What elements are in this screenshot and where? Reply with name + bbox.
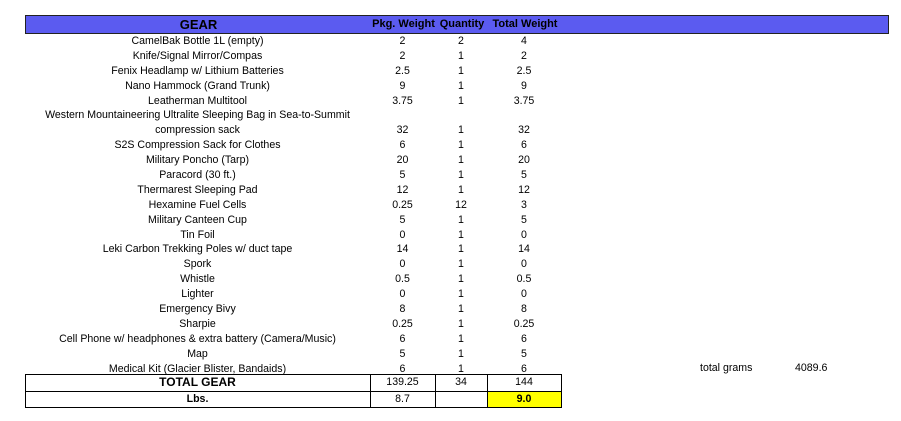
table-row — [25, 347, 889, 362]
pkg-weight-cell[interactable]: 0 — [399, 228, 406, 241]
quantity-cell[interactable]: 1 — [458, 49, 464, 62]
total-weight-cell[interactable]: 3.75 — [513, 94, 535, 107]
table-row — [25, 183, 889, 198]
table-row — [25, 94, 889, 109]
quantity-cell[interactable]: 1 — [458, 273, 464, 286]
total-weight-cell[interactable]: 12 — [518, 183, 530, 196]
total-weight-cell[interactable]: 0 — [521, 288, 527, 301]
item-name-cell[interactable]: Fenix Headlamp w/ Lithium Batteries — [111, 64, 284, 77]
header-gear[interactable]: GEAR — [179, 17, 218, 32]
table-row — [25, 332, 889, 347]
item-name-cell[interactable]: Nano Hammock (Grand Trunk) — [125, 79, 270, 92]
quantity-cell[interactable]: 1 — [458, 243, 464, 256]
quantity-cell[interactable]: 1 — [458, 94, 464, 107]
quantity-cell[interactable]: 12 — [455, 198, 467, 211]
total-weight-cell[interactable]: 2.5 — [516, 64, 532, 77]
table-row — [25, 153, 889, 168]
pkg-weight-cell[interactable]: 2 — [399, 35, 406, 47]
quantity-cell[interactable]: 1 — [458, 124, 464, 137]
total-weight-cell[interactable]: 3 — [521, 198, 527, 211]
table-row — [25, 79, 889, 94]
table-row — [25, 64, 889, 79]
quantity-cell[interactable]: 1 — [458, 154, 464, 167]
item-name-cell[interactable]: Leki Carbon Trekking Poles w/ duct tape — [102, 243, 293, 256]
pkg-weight-cell[interactable]: 6 — [399, 332, 406, 345]
table-row — [25, 138, 889, 153]
total-weight-cell[interactable]: 0 — [521, 258, 527, 271]
pkg-weight-cell[interactable]: 9 — [399, 79, 406, 92]
total-qty-value[interactable]: 34 — [455, 376, 467, 388]
item-name-cell[interactable]: Hexamine Fuel Cells — [148, 198, 247, 211]
pkg-weight-cell[interactable]: 5 — [399, 347, 406, 360]
quantity-cell[interactable]: 1 — [458, 258, 464, 271]
total-weight-cell[interactable]: 2 — [521, 49, 527, 62]
table-row — [25, 257, 889, 272]
quantity-cell[interactable]: 1 — [458, 139, 464, 152]
table-row — [25, 108, 889, 138]
lbs-total-value[interactable]: 9.0 — [516, 393, 532, 405]
item-name-cell[interactable]: Lighter — [181, 288, 214, 301]
item-name-cell[interactable]: Knife/Signal Mirror/Compas — [132, 49, 263, 62]
total-weight-cell[interactable]: 0.5 — [516, 273, 532, 286]
pkg-weight-cell[interactable]: 3.75 — [392, 94, 413, 107]
item-name-cell[interactable]: S2S Compression Sack for Clothes — [114, 139, 281, 152]
pkg-weight-cell[interactable]: 5 — [399, 213, 406, 226]
item-name-cell[interactable]: Military Canteen Cup — [148, 213, 247, 226]
item-name-cell[interactable]: Western Mountaineering Ultralite Sleeping Bag in Sea-to-Summit compression sack — [45, 109, 350, 137]
total-weight-cell[interactable]: 20 — [518, 154, 530, 167]
total-weight-value[interactable]: 144 — [515, 376, 533, 388]
table-row — [25, 34, 889, 49]
table-row — [25, 287, 889, 302]
totals-section — [25, 374, 889, 408]
total-gear-label[interactable]: TOTAL GEAR — [159, 375, 236, 389]
total-weight-cell[interactable]: 8 — [521, 303, 527, 316]
item-name-cell[interactable]: Sharpie — [179, 317, 216, 330]
pkg-weight-cell[interactable]: 20 — [396, 154, 409, 167]
pkg-weight-cell[interactable]: 0 — [399, 258, 406, 271]
table-row — [25, 198, 889, 213]
total-pkg-value[interactable]: 139.25 — [386, 376, 419, 388]
total-weight-cell[interactable]: 6 — [521, 332, 527, 345]
header-pkg-weight[interactable]: Pkg. Weight — [372, 18, 435, 30]
total-grams-label[interactable]: total grams — [700, 362, 753, 374]
quantity-cell[interactable]: 1 — [458, 169, 464, 182]
pkg-weight-cell[interactable]: 12 — [396, 183, 409, 196]
pkg-weight-cell[interactable]: 14 — [396, 243, 409, 256]
item-name-cell[interactable]: Spork — [183, 258, 212, 271]
table-row — [25, 228, 889, 243]
quantity-cell[interactable]: 1 — [458, 79, 464, 92]
total-weight-cell[interactable]: 5 — [521, 213, 527, 226]
pkg-weight-cell[interactable]: 0.5 — [395, 273, 410, 286]
quantity-cell[interactable]: 1 — [458, 347, 464, 360]
quantity-cell[interactable]: 1 — [458, 332, 464, 345]
pkg-weight-cell[interactable]: 0.25 — [392, 198, 413, 211]
quantity-cell[interactable]: 2 — [458, 35, 464, 47]
quantity-cell[interactable]: 1 — [458, 303, 464, 316]
item-name-cell[interactable]: Thermarest Sleeping Pad — [137, 183, 258, 196]
pkg-weight-cell[interactable]: 2.5 — [395, 64, 410, 77]
total-weight-cell[interactable]: 9 — [521, 79, 527, 92]
item-name-cell[interactable]: CamelBak Bottle 1L (empty) — [131, 35, 264, 47]
total-weight-cell[interactable]: 32 — [518, 124, 530, 137]
lbs-label[interactable]: Lbs. — [186, 393, 209, 405]
item-name-cell[interactable]: Emergency Bivy — [159, 303, 236, 316]
item-name-cell[interactable]: Medical Kit (Glacier Blister, Bandaids) — [108, 362, 287, 375]
pkg-weight-cell[interactable]: 0 — [399, 288, 406, 301]
item-name-cell[interactable]: Paracord (30 ft.) — [159, 169, 236, 182]
quantity-cell[interactable]: 1 — [458, 228, 464, 241]
pkg-weight-cell[interactable]: 6 — [399, 139, 406, 152]
quantity-cell[interactable]: 1 — [458, 183, 464, 196]
item-name-cell[interactable]: Cell Phone w/ headphones & extra battery (Camera/Music) — [59, 332, 336, 345]
gear-rows — [25, 34, 889, 377]
pkg-weight-cell[interactable]: 2 — [399, 49, 406, 62]
quantity-cell[interactable]: 1 — [458, 213, 464, 226]
total-weight-cell[interactable]: 0.25 — [513, 317, 535, 330]
item-name-cell[interactable]: Map — [187, 347, 208, 360]
header-total-weight[interactable]: Total Weight — [492, 18, 558, 30]
quantity-cell[interactable]: 1 — [458, 317, 464, 330]
item-name-cell[interactable]: Tin Foil — [180, 228, 215, 241]
total-weight-cell[interactable]: 4 — [521, 35, 527, 47]
table-row — [25, 168, 889, 183]
total-weight-cell[interactable]: 6 — [521, 139, 527, 152]
pkg-weight-cell[interactable]: 0.25 — [392, 317, 413, 330]
total-weight-cell[interactable]: 14 — [518, 243, 530, 256]
item-name-cell[interactable]: Whistle — [180, 273, 215, 286]
table-row — [25, 317, 889, 332]
total-weight-cell[interactable]: 5 — [521, 169, 527, 182]
lbs-pkg-value[interactable]: 8.7 — [395, 393, 410, 405]
pkg-weight-cell[interactable]: 5 — [399, 169, 406, 182]
table-row — [25, 242, 889, 257]
total-weight-cell[interactable]: 5 — [521, 347, 527, 360]
table-row — [25, 49, 889, 64]
table-row — [25, 213, 889, 228]
table-row — [25, 302, 889, 317]
total-weight-cell[interactable]: 6 — [521, 362, 527, 375]
header-quantity[interactable]: Quantity — [439, 18, 485, 30]
total-grams-value[interactable]: 4089.6 — [795, 362, 828, 374]
total-weight-cell[interactable]: 0 — [521, 228, 527, 241]
item-name-cell[interactable]: Military Poncho (Tarp) — [145, 154, 250, 167]
quantity-cell[interactable]: 1 — [458, 362, 464, 375]
quantity-cell[interactable]: 1 — [458, 64, 464, 77]
table-row — [25, 272, 889, 287]
pkg-weight-cell[interactable]: 8 — [399, 303, 406, 316]
quantity-cell[interactable]: 1 — [458, 288, 464, 301]
pkg-weight-cell[interactable]: 32 — [396, 124, 409, 137]
item-name-cell[interactable]: Leatherman Multitool — [148, 94, 247, 107]
header-row — [25, 15, 889, 34]
pkg-weight-cell[interactable]: 6 — [399, 362, 406, 375]
